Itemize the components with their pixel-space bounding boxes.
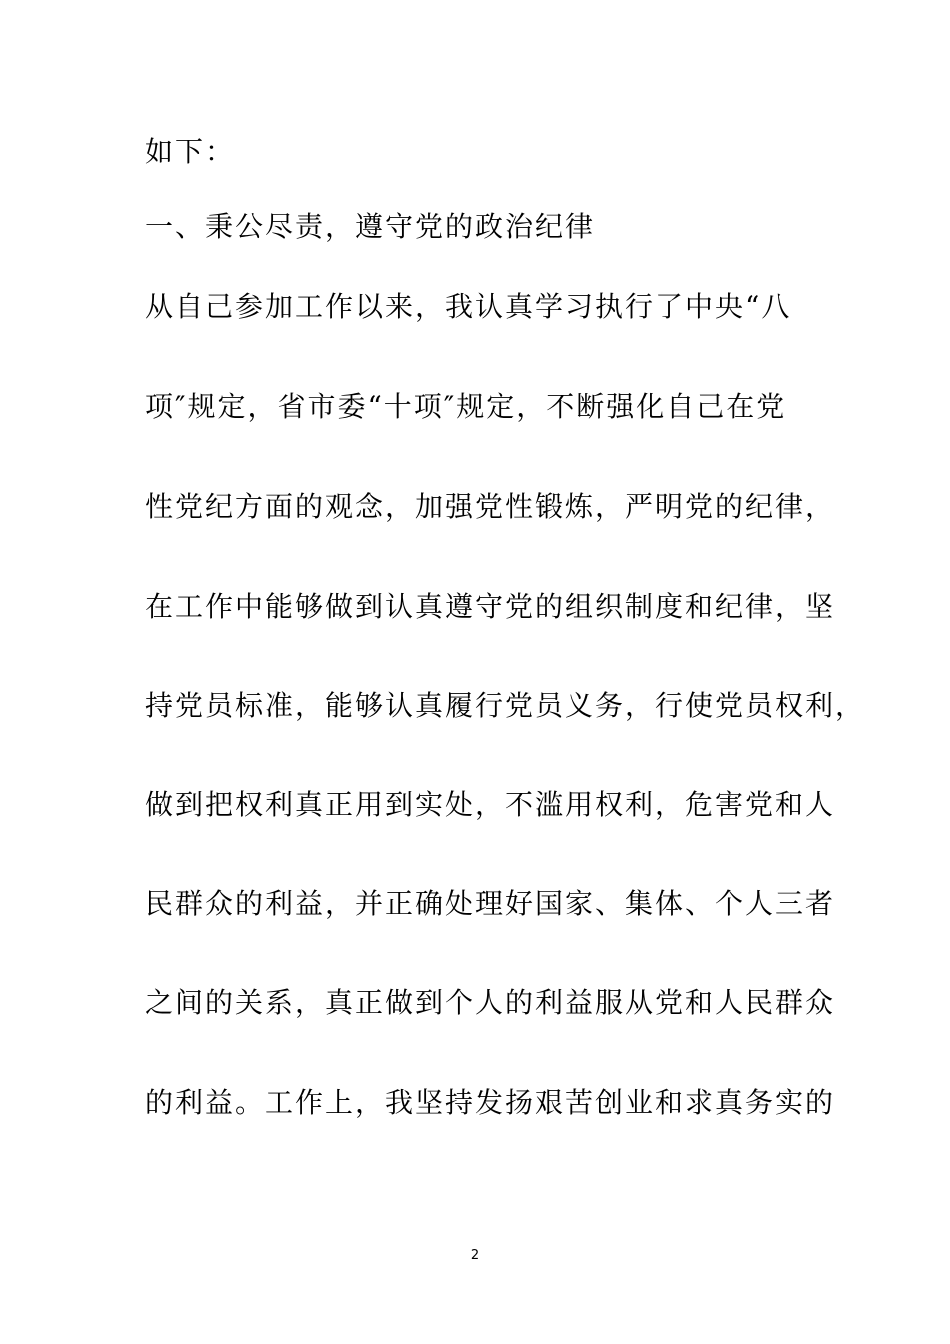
text-line: 从自己参加工作以来，我认真学习执行了中央“八 [145, 290, 792, 323]
text-line: 持党员标准，能够认真履行党员义务，行使党员权利， [145, 689, 866, 722]
text-line: 如下： [145, 135, 236, 168]
page-number: 2 [470, 1248, 480, 1263]
text-line: 性党纪方面的观念，加强党性锻炼，严明党的纪律， [145, 490, 836, 523]
text-line: 在工作中能够做到认真遵守党的组织制度和纪律，坚 [145, 590, 836, 623]
text-line: 的利益。工作上，我坚持发扬艰苦创业和求真务实的 [145, 1086, 836, 1119]
text-line: 项″规定，省市委“十项″规定，不断强化自己在党 [145, 390, 787, 423]
text-line: 民群众的利益，并正确处理好国家、集体、个人三者 [145, 887, 836, 920]
text-line: 做到把权利真正用到实处，不滥用权利，危害党和人 [145, 788, 836, 821]
section-heading: 一、秉公尽责，遵守党的政治纪律 [145, 210, 596, 243]
text-line: 之间的关系，真正做到个人的利益服从党和人民群众 [145, 986, 836, 1019]
